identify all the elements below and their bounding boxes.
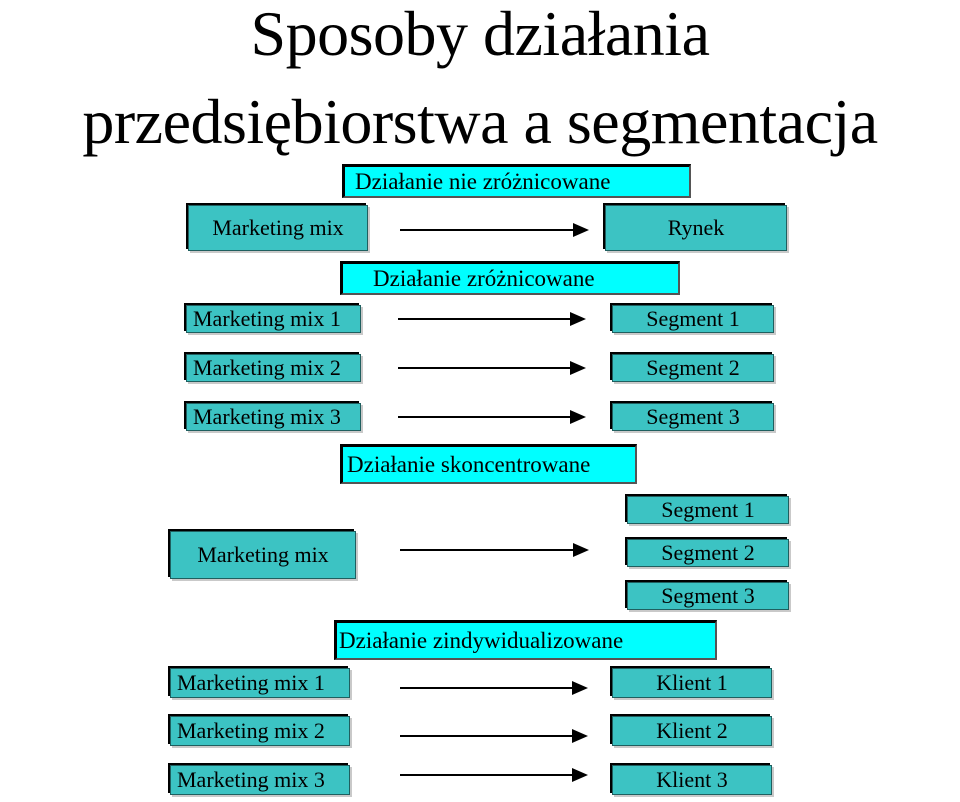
header-individualized: Działanie zindywidualizowane — [334, 620, 717, 660]
marketing-mix-2-box: Marketing mix 2 — [186, 354, 361, 382]
client-3-box: Klient 3 — [612, 765, 772, 795]
title-line-2: przedsiębiorstwa a segmentacja — [82, 86, 878, 157]
segment-2-box: Segment 2 — [627, 539, 789, 567]
segment-1-box: Segment 1 — [612, 305, 774, 333]
marketing-mix-1-box: Marketing mix 1 — [186, 305, 361, 333]
segment-1-box: Segment 1 — [627, 496, 789, 524]
header-undifferentiated: Działanie nie zróżnicowane — [342, 164, 691, 198]
segment-2-box: Segment 2 — [612, 354, 774, 382]
arrow — [398, 318, 582, 320]
marketing-mix-3-box: Marketing mix 3 — [170, 765, 350, 795]
marketing-mix-2-box: Marketing mix 2 — [170, 716, 350, 746]
arrow — [400, 687, 584, 689]
arrow — [400, 549, 585, 551]
client-2-box: Klient 2 — [612, 716, 772, 746]
header-differentiated: Działanie zróżnicowane — [340, 261, 680, 295]
arrow — [398, 367, 582, 369]
header-concentrated: Działanie skoncentrowane — [340, 444, 637, 484]
marketing-mix-1-box: Marketing mix 1 — [170, 668, 350, 698]
arrow — [398, 416, 582, 418]
arrow — [400, 735, 584, 737]
marketing-mix-box: Marketing mix — [188, 205, 368, 251]
segment-3-box: Segment 3 — [612, 403, 774, 431]
segment-3-box: Segment 3 — [627, 582, 789, 610]
arrow — [400, 229, 585, 231]
title-line-1: Sposoby działania — [250, 0, 710, 69]
marketing-mix-box: Marketing mix — [170, 531, 356, 579]
market-box: Rynek — [605, 205, 787, 251]
marketing-mix-3-box: Marketing mix 3 — [186, 403, 361, 431]
client-1-box: Klient 1 — [612, 668, 772, 698]
arrow — [400, 774, 584, 776]
